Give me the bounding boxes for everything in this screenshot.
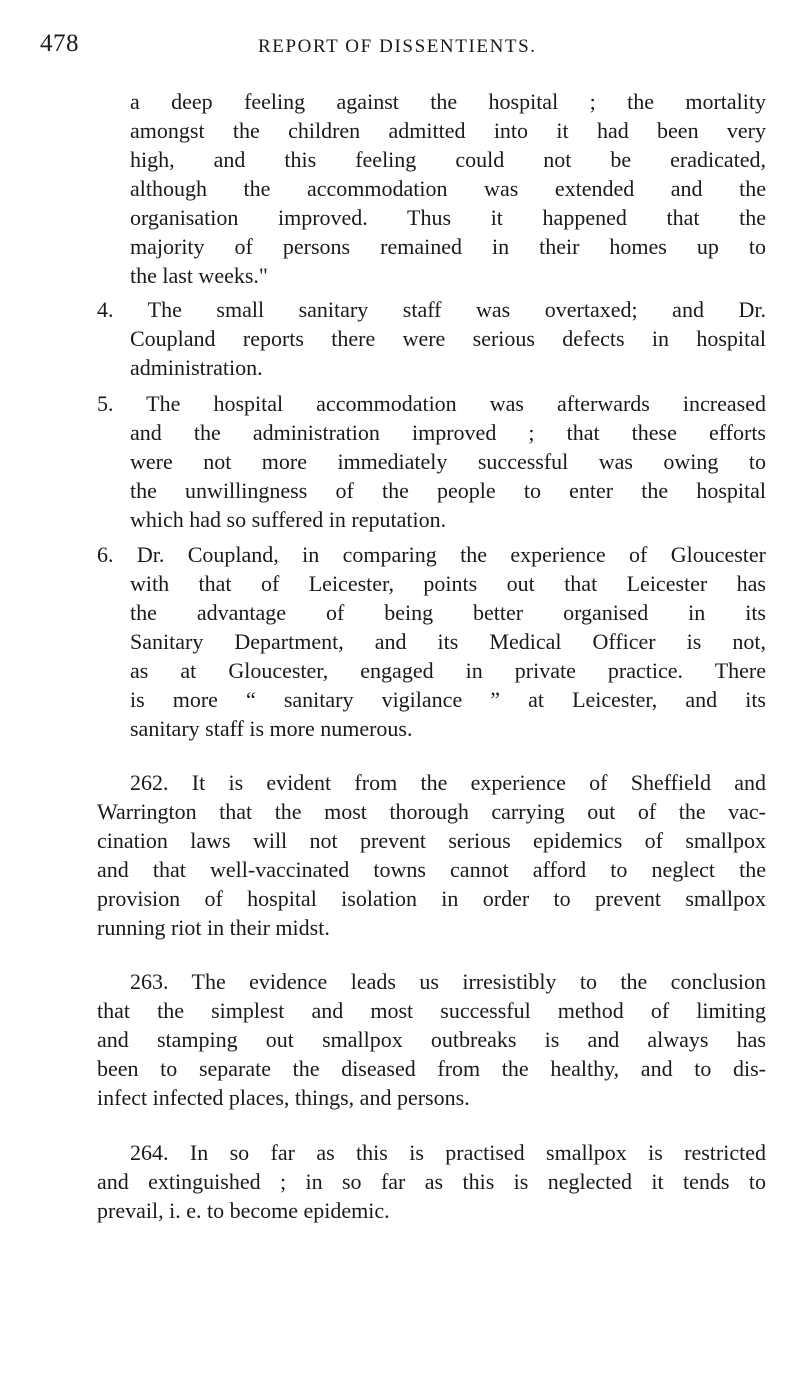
numbered-point-line: the advantage of being better organised in its (130, 600, 766, 625)
page-number: 478 (40, 30, 79, 57)
text-line: a deep feeling against the hospital ; the mortality (130, 89, 766, 114)
paragraph-line: running riot in their midst. (97, 915, 330, 940)
paragraph-line: provision of hospital isolation in order to prevent smallpox (97, 886, 766, 911)
page-header (0, 30, 800, 70)
numbered-point-line: 5. The hospital accommodation was afterwards increased (97, 391, 766, 416)
text-line: majority of persons remained in their homes up to (130, 234, 766, 259)
numbered-point-line: with that of Leicester, points out that Leicester has (130, 571, 766, 596)
paragraph-line: cination laws will not prevent serious epidemics of smallpox (97, 828, 766, 853)
paragraph-line: and that well-vaccinated towns cannot afford to neglect the (97, 857, 766, 882)
paragraph-line: prevail, i. e. to become epidemic. (97, 1198, 390, 1223)
paragraph-line: and stamping out smallpox outbreaks is and always has (97, 1027, 766, 1052)
numbered-point-line: and the administration improved ; that these efforts (130, 420, 766, 445)
numbered-point-line: Sanitary Department, and its Medical Officer is not, (130, 629, 766, 654)
paragraph-line: that the simplest and most successful method of limiting (97, 998, 766, 1023)
text-line: the last weeks." (130, 263, 268, 288)
text-line: although the accommodation was extended and the (130, 176, 766, 201)
paragraph-line: Warrington that the most thorough carrying out of the vac- (97, 799, 766, 824)
paragraph-line: 263. The evidence leads us irresistibly to the conclusion (130, 969, 766, 994)
numbered-point-line: the unwillingness of the people to enter the hospital (130, 478, 766, 503)
text-line: high, and this feeling could not be eradicated, (130, 147, 766, 172)
running-head: REPORT OF DISSENTIENTS. (258, 36, 537, 57)
numbered-point-line: Coupland reports there were serious defects in hospital (130, 326, 766, 351)
numbered-point-line: is more “ sanitary vigilance ” at Leicester, and its (130, 687, 766, 712)
paragraph-line: and extinguished ; in so far as this is neglected it tends to (97, 1169, 766, 1194)
paragraph-line: been to separate the diseased from the healthy, and to dis- (97, 1056, 766, 1081)
paragraph-line: 264. In so far as this is practised smallpox is restricted (130, 1140, 766, 1165)
text-line: organisation improved. Thus it happened that the (130, 205, 766, 230)
numbered-point-line: were not more immediately successful was owing to (130, 449, 766, 474)
numbered-point-line: sanitary staff is more numerous. (130, 716, 413, 741)
numbered-point-line: which had so suffered in reputation. (130, 507, 447, 532)
numbered-point-line: as at Gloucester, engaged in private practice. There (130, 658, 766, 683)
numbered-point-line: 6. Dr. Coupland, in comparing the experience of Gloucester (97, 542, 766, 567)
paragraph-line: 262. It is evident from the experience of Sheffield and (130, 770, 766, 795)
numbered-point-line: 4. The small sanitary staff was overtaxed; and Dr. (97, 297, 766, 322)
text-line: amongst the children admitted into it had been very (130, 118, 766, 143)
numbered-point-line: administration. (130, 355, 263, 380)
paragraph-line: infect infected places, things, and persons. (97, 1085, 470, 1110)
